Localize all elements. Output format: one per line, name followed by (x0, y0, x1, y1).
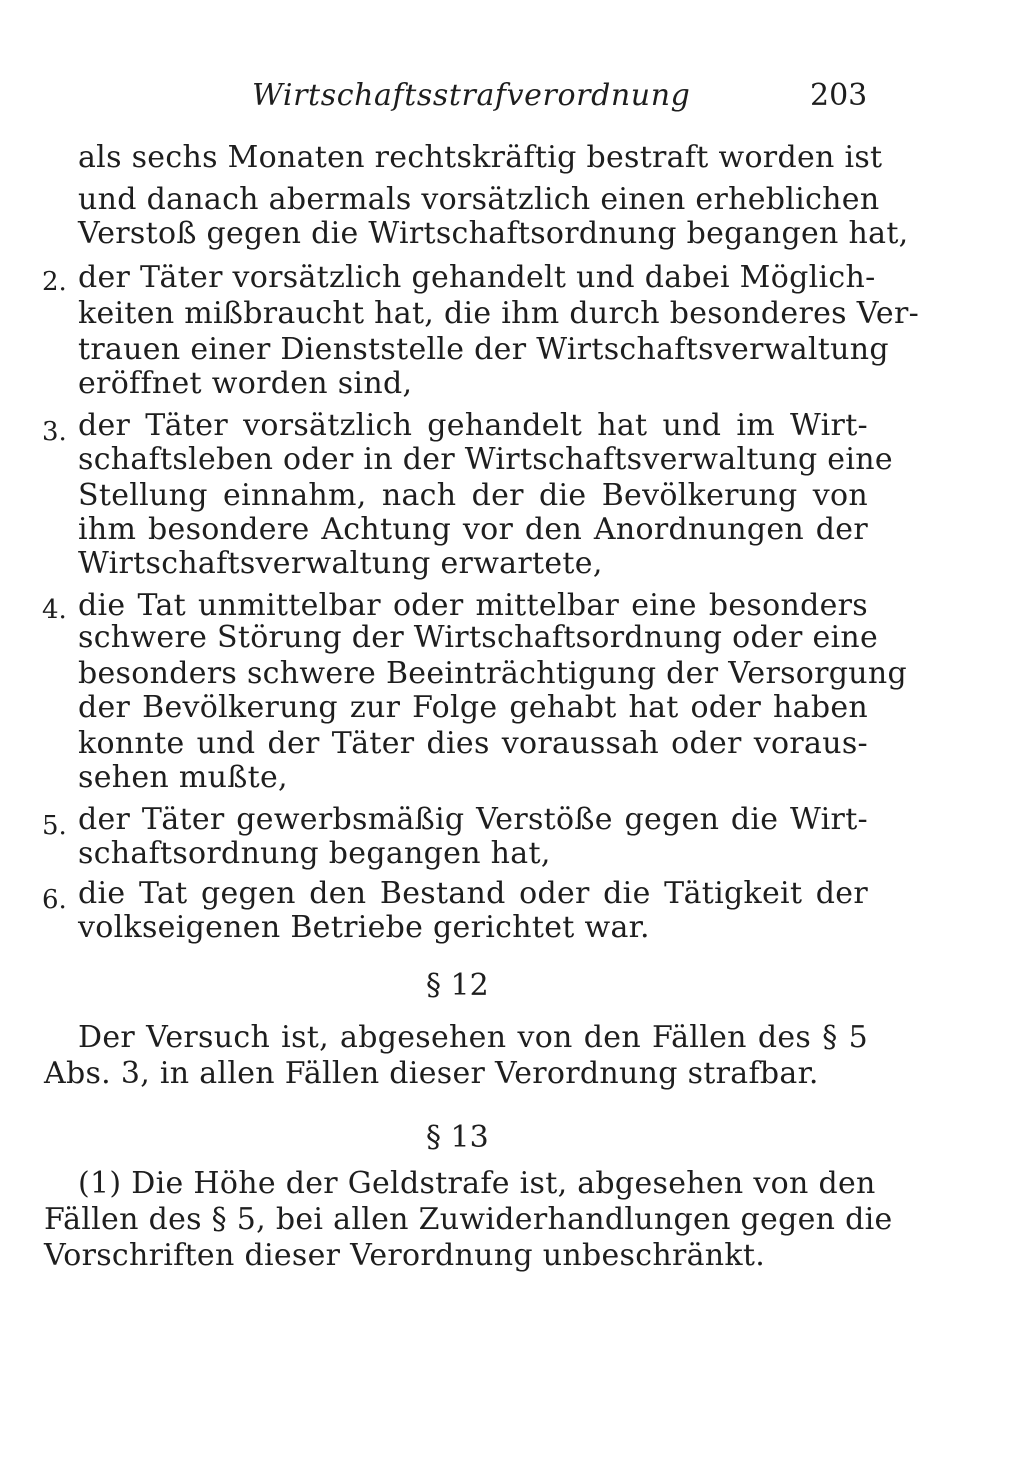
page-number: 203 (810, 78, 868, 113)
item-number: 2. (42, 267, 67, 297)
continuation-line: Verstoß gegen die Wirtschaftsordnung begangen hat, (78, 216, 909, 251)
item-number: 5. (42, 811, 67, 841)
item-line: trauen einer Dienststelle der Wirtschaftsverwaltung (78, 332, 889, 367)
section-13-line: Fällen des § 5, bei allen Zuwiderhandlungen gegen die (44, 1202, 893, 1237)
item-line: schaftsordnung begangen hat, (78, 836, 551, 871)
section-12-heading: § 12 (426, 968, 489, 1003)
item-line: der Täter gewerbsmäßig Verstöße gegen die Wirt- (78, 802, 868, 837)
continuation-line: als sechs Monaten rechtskräftig bestraft worden ist (78, 140, 883, 175)
item-line: besonders schwere Beeinträchtigung der Versorgung (78, 656, 908, 691)
item-line: sehen mußte, (78, 760, 288, 795)
item-line: konnte und der Täter dies voraussah oder voraus- (78, 726, 868, 761)
item-line: eröffnet worden sind, (78, 366, 413, 401)
item-line: der Täter vorsätzlich gehandelt und dabei Möglich- (78, 260, 876, 295)
item-line: die Tat gegen den Bestand oder die Tätigkeit der (78, 876, 868, 911)
item-line: Stellung einnahm, nach der die Bevölkerung von (78, 478, 868, 513)
item-line: der Bevölkerung zur Folge gehabt hat oder haben (78, 690, 868, 725)
section-13-line: (1) Die Höhe der Geldstrafe ist, abgesehen von den (78, 1166, 876, 1201)
continuation-line: und danach abermals vorsätzlich einen erheblichen (78, 182, 880, 217)
item-line: Wirtschaftsverwaltung erwartete, (78, 546, 603, 581)
item-line: schaftsleben oder in der Wirtschaftsverwaltung eine (78, 442, 893, 477)
item-number: 3. (42, 417, 67, 447)
item-line: der Täter vorsätzlich gehandelt hat und im Wirt- (78, 408, 868, 443)
item-number: 6. (42, 885, 67, 915)
item-line: volkseigenen Betriebe gerichtet war. (78, 910, 650, 945)
item-number: 4. (42, 595, 67, 625)
running-title: Wirtschaftsstrafverordnung (252, 78, 691, 113)
section-12-line: Der Versuch ist, abgesehen von den Fällen des § 5 (78, 1020, 868, 1055)
section-13-line: Vorschriften dieser Verordnung unbeschränkt. (44, 1238, 766, 1273)
item-line: schwere Störung der Wirtschaftsordnung oder eine (78, 620, 879, 655)
item-line: keiten mißbraucht hat, die ihm durch besonderes Ver- (78, 296, 920, 331)
section-12-line: Abs. 3, in allen Fällen dieser Verordnung strafbar. (44, 1056, 819, 1091)
item-line: die Tat unmittelbar oder mittelbar eine besonders (78, 588, 868, 623)
section-13-heading: § 13 (426, 1120, 489, 1155)
item-line: ihm besondere Achtung vor den Anordnungen der (78, 512, 868, 547)
